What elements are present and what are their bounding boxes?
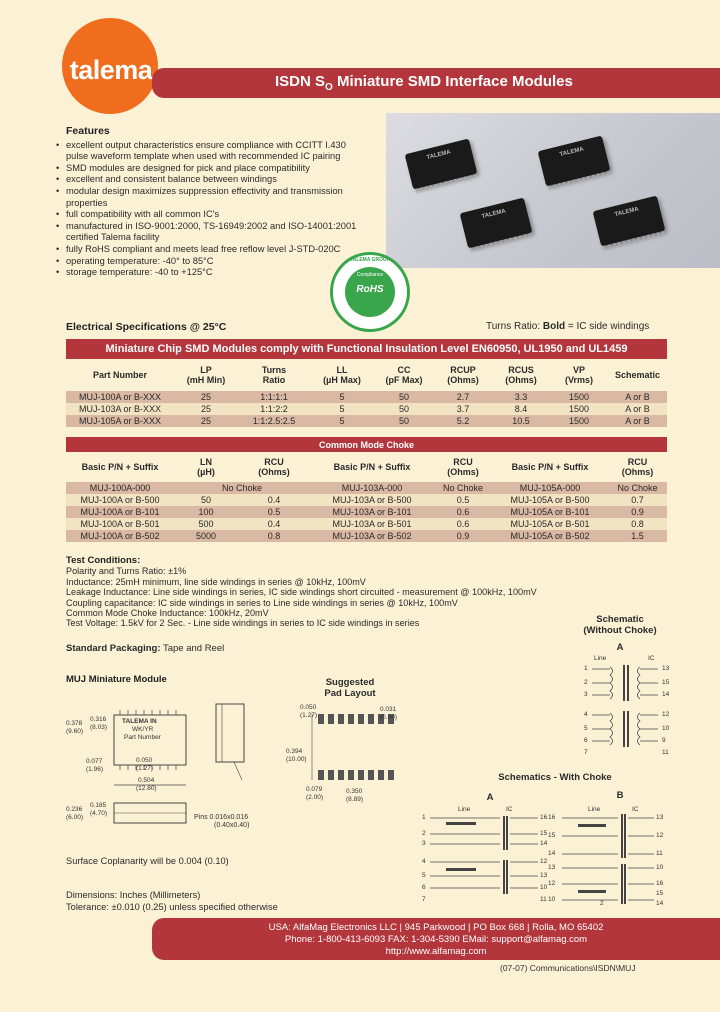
test-line: Test Voltage: 1.5kV for 2 Sec. - Line side windings in series to IC side windings in series [66,618,420,629]
rohs-check-icon: Compliance RoHS [345,267,395,317]
table-banner: Miniature Chip SMD Modules comply with Functional Insulation Level EN60950, UL1950 and UL1459 [105,343,628,355]
module-drawing: TALEMA IN WK/YR Part Number 0.378 (9.60) 0.316 (8.03) 0.077 (1.96) 0.050 (1.27) 0.504 (12.80) 0.236 (6.00) 0.185 (4.70) Pins 0.016x0.016 (0.40x0.40) [64,690,274,850]
tolerance-note: Tolerance: ±0.010 (0.25) unless specified otherwise [66,902,278,912]
table-header-row [66,359,667,391]
schematic-choke-b-drawing: Line IC 16 15 14 13 12 10 2 13 12 11 10 16 15 14 [548,804,678,908]
chip-image: TALEMA [405,139,478,190]
test-line: Inductance: 25mH minimum, line side windings in series @ 10kHz, 100mV [66,576,366,587]
footer-contact [152,922,720,957]
col-vp: VP (Vrms) [564,364,593,385]
muj-heading: MUJ Miniature Module [66,674,167,685]
feature-item: • modular design maximizes suppression effectivity and transmission properties [66,186,366,209]
table-row: MUJ-100A or B-501 500 0.4 MUJ-103A or B-501 0.6 MUJ-105A or B-501 0.8 [66,518,667,530]
feature-item: • storage temperature: -40 to +125°C [66,267,366,279]
col-rcus: RCUS (Ohms) [505,364,537,385]
coplanarity-note: Surface Coplanarity will be 0.004 (0.10) [66,856,229,866]
pad-layout-drawing: 0.050 (1.27) 0.031 (0.80) 0.394 (10.00) 0.079 (2.00) 0.350 (8.89) [286,700,416,810]
schematic-a-label: A [616,642,624,653]
footer-website-link[interactable]: http://www.alfamag.com [385,945,487,957]
table-row: MUJ-100A or B-500 50 0.4 MUJ-103A or B-500 0.5 MUJ-105A or B-500 0.7 [66,494,667,506]
table-row: MUJ-100A or B-101 100 0.5 MUJ-103A or B-101 0.6 MUJ-105A or B-101 0.9 [66,506,667,518]
pad-layout-heading: Suggested Pad Layout [324,677,376,699]
feature-item: • full compatibility with all common IC's [66,209,366,221]
choke-header-row: Basic P/N + Suffix LN (µH) RCU (Ohms) Basic P/N + Suffix RCU (Ohms) Basic P/N + Suffix RCU (Ohms) [81,456,654,477]
packaging: Standard Packaging: Tape and Reel [66,643,225,654]
document-code: (07-07) Communications\ISDN\MUJ [500,963,636,973]
col-ll: LL (µH Max) [323,364,361,385]
schematic-heading: Schematic (Without Choke) [583,614,657,636]
page-title: ISDN $S_O$ Miniature SMD Interface Modules [275,73,573,93]
choke-table [66,437,667,542]
turns-ratio-note: Turns Ratio: Bold = IC side windings [486,321,650,332]
dimensions-note: Dimensions: Inches (Millimeters) [66,890,201,900]
col-schematic: Schematic [614,369,661,380]
table-row: MUJ-105A or B-XXX 25 1:1:2.5:2.5 5 50 5.2 10.5 1500 A or B [66,415,667,427]
schematic-a-drawing: Line IC 1 2 3 4 5 6 7 13 15 14 12 10 9 11 [580,655,680,760]
table-row: MUJ-100A or B-502 5000 0.8 MUJ-103A or B-502 0.9 MUJ-105A or B-502 1.5 [66,530,667,542]
col-turns: Turns Ratio [261,364,287,385]
choke-transformer-symbol [420,806,550,906]
test-conditions-heading: Test Conditions: [66,555,141,566]
footer-phone: Phone: 1-800-413-6093 FAX: 1-304-5390 EMail: support@alfamag.com [284,933,588,945]
chip-image: TALEMA [538,136,611,187]
table-row: MUJ-100A-000 No Choke MUJ-103A-000 No Choke MUJ-105A-000 No Choke [66,482,667,494]
features-section [66,126,366,279]
feature-item: • SMD modules are designed for pick and place compatibility [66,163,366,175]
feature-item: • manufactured in ISO-9001:2000, TS-16949:2002 and ISO-14001:2001 certified Talema facility [66,221,366,244]
product-photo [386,113,720,268]
col-part-number: Part Number [92,369,147,380]
feature-item: • fully RoHS compliant and meets lead free reflow level J-STD-020C [66,244,366,256]
col-lp: LP (mH Min) [186,364,226,385]
table-row: MUJ-103A or B-XXX 25 1:1:2:2 5 50 3.7 8.4 1500 A or B [66,403,667,415]
schematics-choke-heading: Schematics - With Choke [498,772,612,783]
feature-item: • excellent output characteristics ensure compliance with CCITT I.430 pulse waveform template when used with recommended IC pairing [66,140,366,163]
feature-item: • excellent and consistent balance between windings [66,174,366,186]
electrical-specs-heading: Electrical Specifications @ 25°C [66,321,227,333]
schematic-choke-b-label: B [616,790,624,801]
schematic-choke-a-label: A [486,792,494,803]
chip-image: TALEMA [460,198,533,249]
col-rcup: RCUP (Ohms) [447,364,479,385]
test-line: Leakage Inductance: Line side windings in series, IC side windings short circuited - measurement @ 100kHz, 100mV [66,587,537,598]
choke-banner: Common Mode Choke [318,439,414,450]
talema-logo-text: talema [69,55,153,85]
spec-table [66,339,667,427]
test-line: Coupling capacitance: IC side windings in series to Line side windings in series @ 10kHz, 100mV [66,597,458,608]
col-cc: CC (pF Max) [385,364,423,385]
feature-item: • operating temperature: -40° to 85°C [66,256,366,268]
features-heading: Features [66,125,110,137]
chip-image: TALEMA [593,196,666,247]
table-row: MUJ-100A or B-XXX 25 1:1:1:1 5 50 2.7 3.3 1500 A or B [66,391,667,403]
footer-address: USA: AlfaMag Electronics LLC | 945 Parkwood | PO Box 668 | Rolla, MO 65402 [268,922,604,933]
test-line: Common Mode Choke Inductance: 100kHz, 20mV [66,608,269,619]
test-line: Polarity and Turns Ratio: ±1% [66,566,187,577]
rohs-seal: TALEMA GROUP Compliance RoHS [330,252,410,332]
schematic-choke-a-drawing: Line IC 1 2 3 4 5 6 7 16 15 14 12 13 10 11 [420,806,550,906]
